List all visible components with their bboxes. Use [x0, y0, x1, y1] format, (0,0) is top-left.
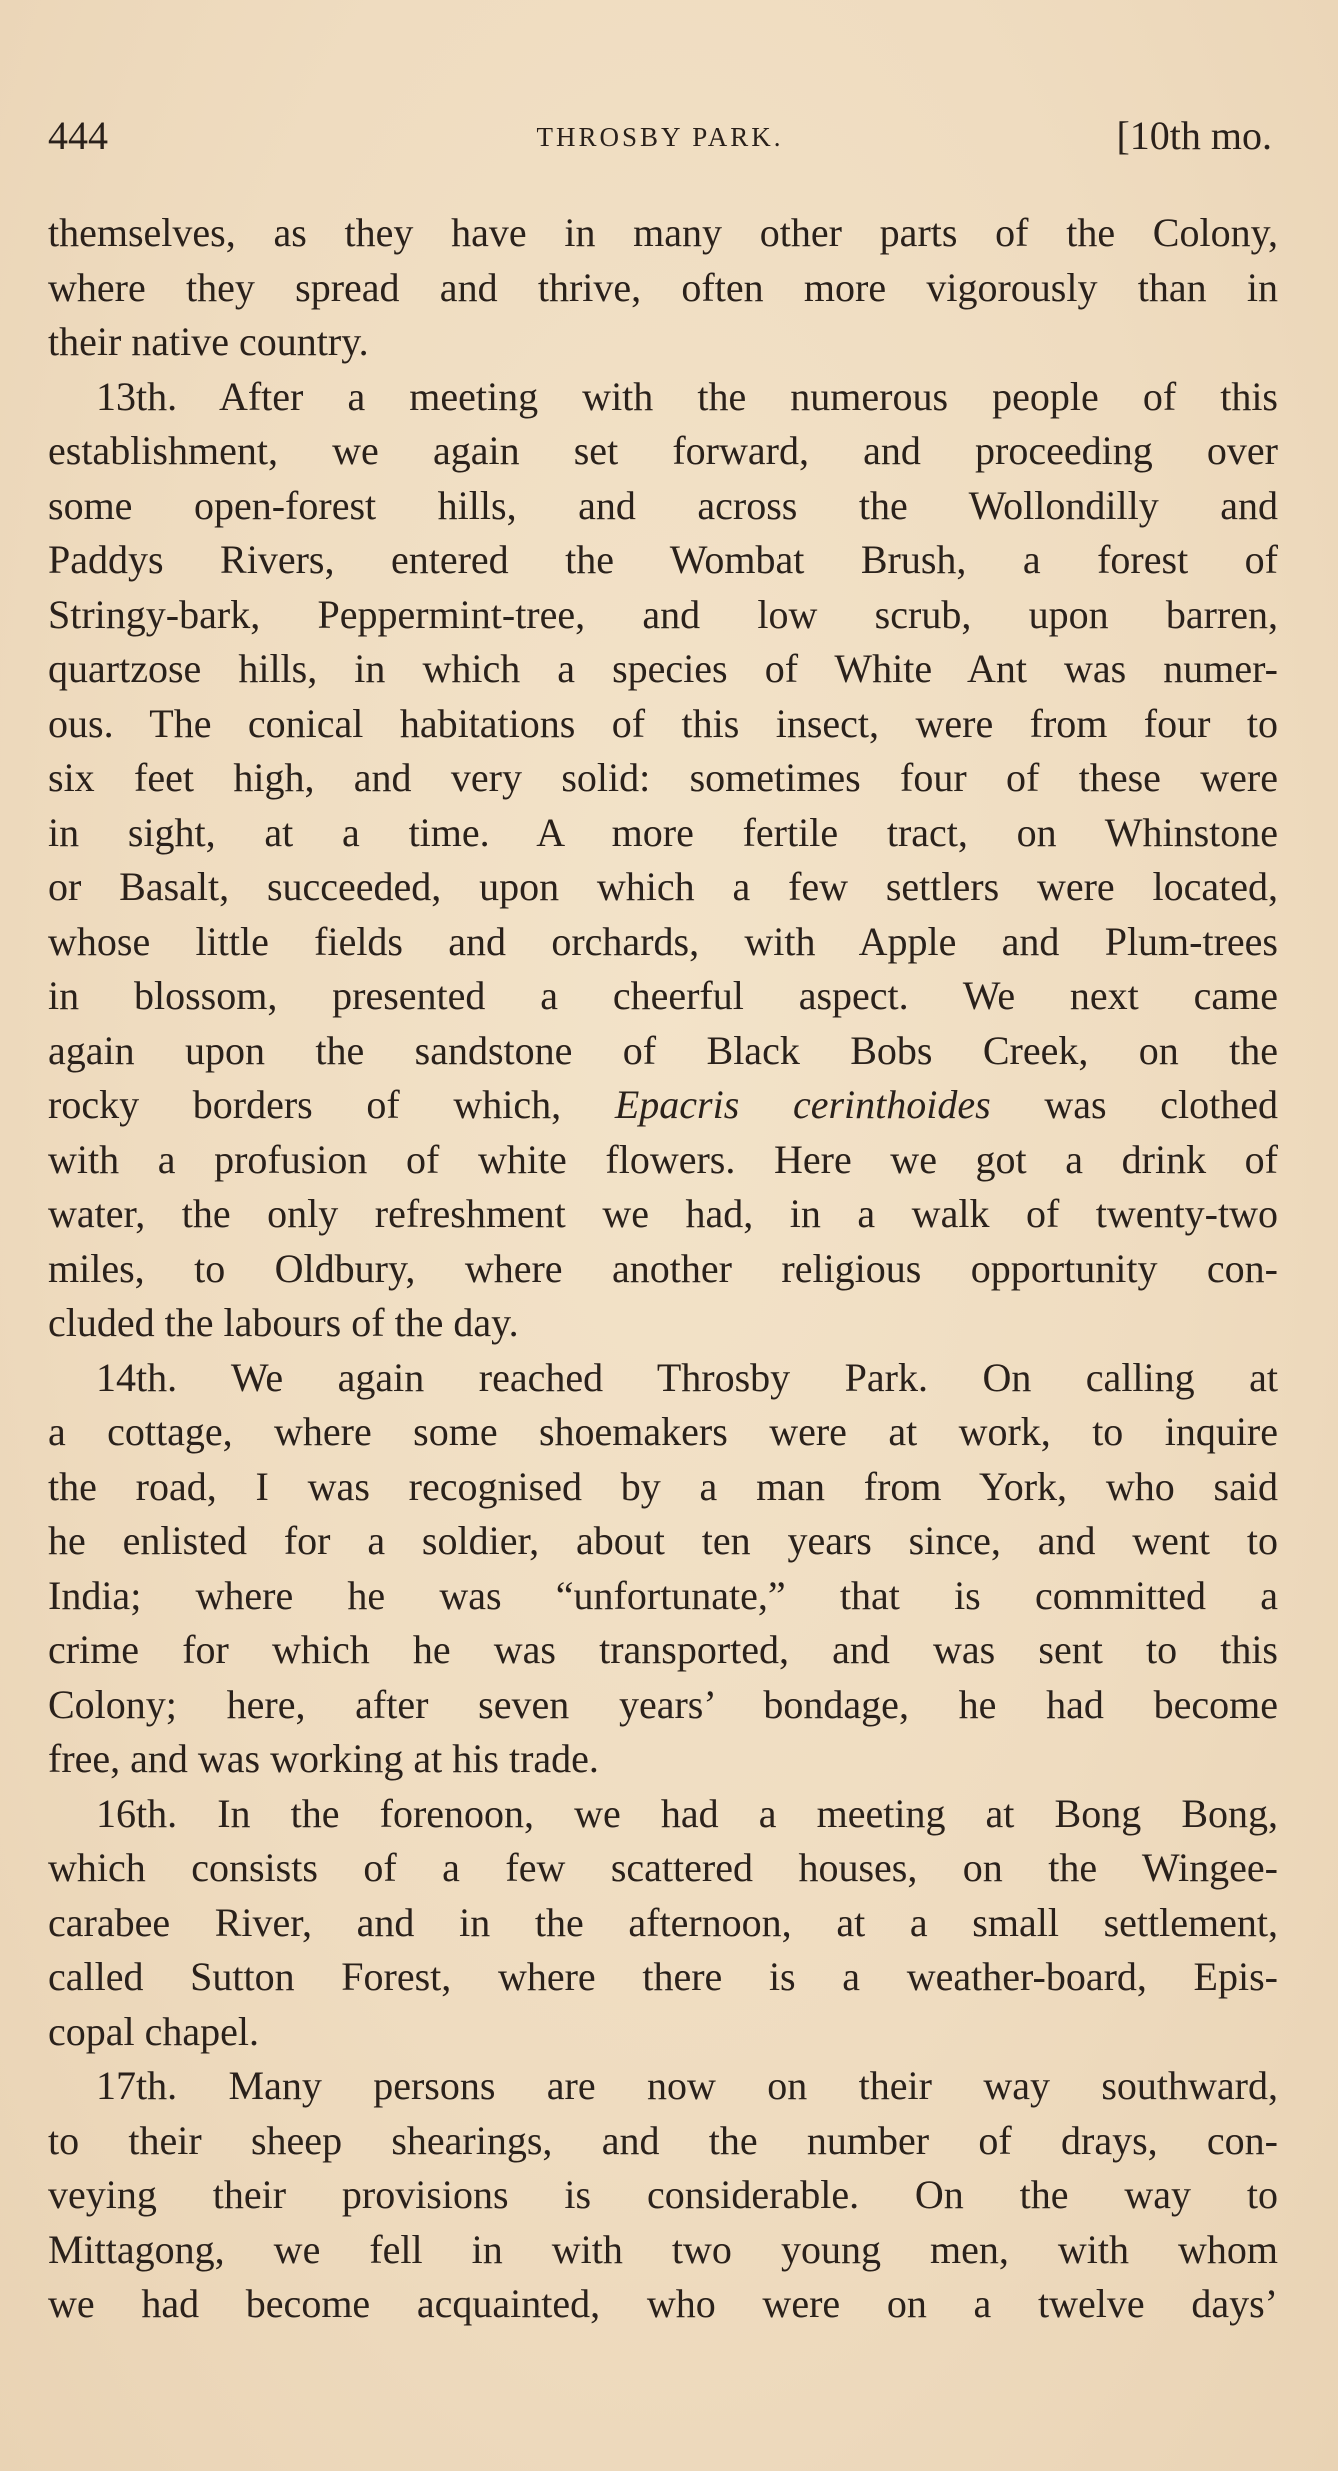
- text-line: 17th. Many persons are now on their way southward,: [96, 2063, 1278, 2108]
- text-line: miles, to Oldbury, where another religious opportunity con-: [48, 1245, 1278, 1291]
- text-line: veying their provisions is considerable. On the way to: [48, 2172, 1278, 2217]
- text-line: 16th. In the forenoon, we had a meeting at Bong Bong,: [96, 1790, 1278, 1836]
- text-line: Mittagong, we fell in with two young men, with whom: [48, 2226, 1278, 2272]
- text-line: copal chapel.: [48, 2008, 259, 2054]
- text-line: crime for which he was transported, and was sent to this: [48, 1627, 1278, 1672]
- text-line: carabee River, and in the afternoon, at a small settlement,: [48, 1899, 1278, 1945]
- text-line: whose little fields and orchards, with Apple and Plum-trees: [48, 918, 1278, 964]
- text-line: their native country.: [48, 319, 369, 364]
- running-title: THROSBY PARK.: [536, 122, 784, 152]
- text-line: he enlisted for a soldier, about ten years since, and went to: [48, 1518, 1278, 1563]
- text-line: free, and was working at his trade.: [48, 1736, 599, 1781]
- body-text: [48, 206, 1278, 2332]
- text-segment: rocky borders of which,: [48, 1082, 615, 1127]
- running-head: [48, 112, 1272, 172]
- text-line: Paddys Rivers, entered the Wombat Brush, a forest of: [48, 537, 1278, 582]
- text-line: a cottage, where some shoemakers were at work, to inquire: [48, 1409, 1278, 1454]
- text-line: themselves, as they have in many other parts of the Colony,: [48, 210, 1278, 255]
- text-line: where they spread and thrive, often more vigorously than in: [48, 264, 1278, 310]
- month-reference: [10th mo.: [1116, 113, 1272, 158]
- text-line: some open-forest hills, and across the Wollondilly and: [48, 482, 1278, 528]
- text-line: 13th. After a meeting with the numerous people of this: [96, 373, 1278, 419]
- text-line: we had become acquainted, who were on a twelve days’: [48, 2281, 1278, 2326]
- text-line: 14th. We again reached Throsby Park. On calling at: [96, 1354, 1278, 1400]
- text-line: quartzose hills, in which a species of White Ant was numer-: [48, 646, 1278, 691]
- species-name: Epacris cerinthoides: [614, 1082, 991, 1127]
- page-number: 444: [48, 113, 108, 158]
- text-line: in sight, at a time. A more fertile tract, on Whinstone: [48, 809, 1278, 855]
- text-line: India; where he was “unfortunate,” that is committed a: [48, 1572, 1278, 1618]
- text-line: again upon the sandstone of Black Bobs Creek, on the: [48, 1027, 1278, 1073]
- text-line: water, the only refreshment we had, in a walk of twenty-two: [48, 1191, 1278, 1236]
- text-line: or Basalt, succeeded, upon which a few settlers were located,: [48, 864, 1278, 909]
- text-line: ous. The conical habitations of this insect, were from four to: [48, 700, 1278, 746]
- text-line: in blossom, presented a cheerful aspect. We next came: [48, 973, 1278, 1018]
- text-line: six feet high, and very solid: sometimes four of these were: [48, 755, 1278, 800]
- text-line: the road, I was recognised by a man from York, who said: [48, 1463, 1278, 1509]
- text-line: which consists of a few scattered houses, on the Wingee-: [48, 1845, 1278, 1890]
- text-line: to their sheep shearings, and the number of drays, con-: [48, 2117, 1278, 2163]
- text-line: called Sutton Forest, where there is a weather-board, Epis-: [48, 1954, 1278, 1999]
- text-line: establishment, we again set forward, and proceeding over: [48, 428, 1278, 473]
- text-line: [48, 1078, 1278, 1133]
- text-line: cluded the labours of the day.: [48, 1300, 519, 1345]
- text-line: with a profusion of white flowers. Here we got a drink of: [48, 1136, 1278, 1182]
- text-line: Stringy-bark, Peppermint-tree, and low scrub, upon barren,: [48, 591, 1278, 637]
- text-segment: was clothed: [990, 1082, 1278, 1127]
- text-line: Colony; here, after seven years’ bondage, he had become: [48, 1681, 1278, 1727]
